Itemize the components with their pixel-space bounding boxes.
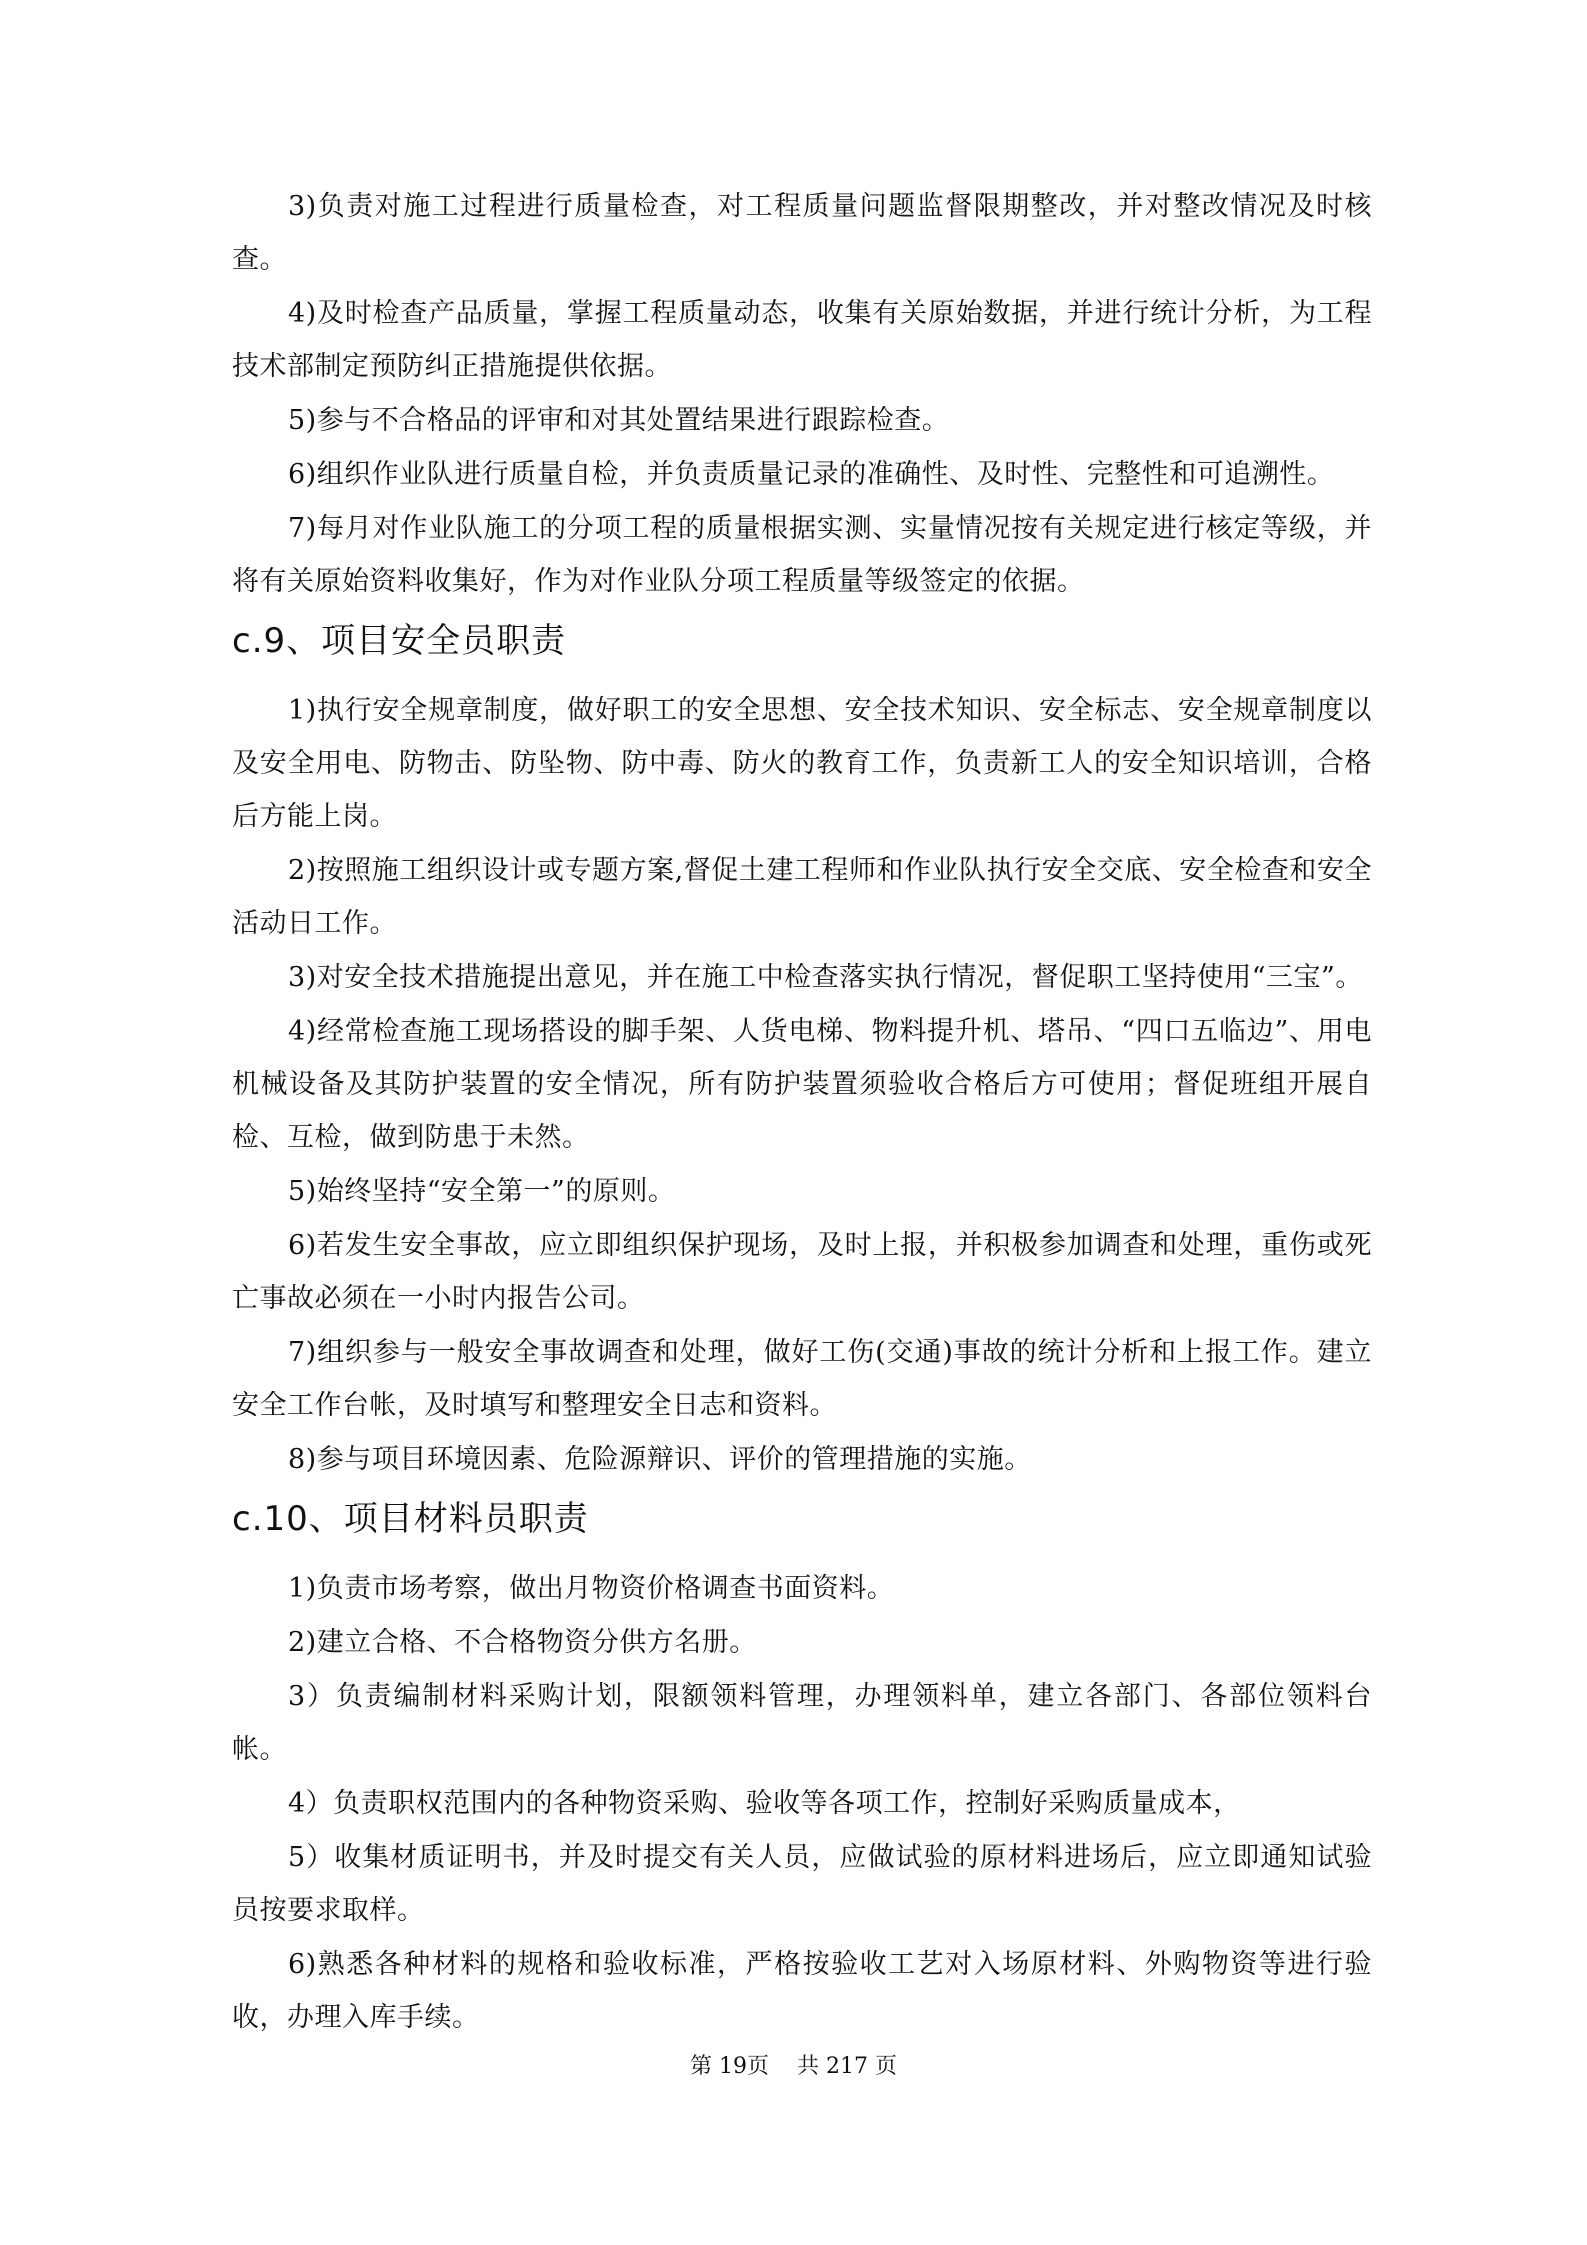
paragraph: 3)对安全技术措施提出意见，并在施工中检查落实执行情况，督促职工坚持使用“三宝”。 <box>288 962 1363 993</box>
paragraph: 5)始终坚持“安全第一”的原则。 <box>288 1176 676 1207</box>
paragraph: 4）负责职权范围内的各种物资采购、验收等各项工作，控制好采购质量成本， <box>288 1788 1241 1819</box>
paragraph: 6)熟悉各种材料的规格和验收标准，严格按验收工艺对入场原材料、外购物资等进行验收，办理入库手续。 <box>232 1949 1372 2033</box>
paragraph: 3)负责对施工过程进行质量检查，对工程质量问题监督限期整改，并对整改情况及时核查。 <box>232 191 1372 275</box>
paragraph: 6)若发生安全事故，应立即组织保护现场，及时上报，并积极参加调查和处理，重伤或死亡事故必须在一小时内报告公司。 <box>232 1230 1372 1314</box>
document-body <box>232 180 1372 2045</box>
section-c9 <box>232 610 1372 1486</box>
section-c8-continued <box>232 180 1372 608</box>
page-total: 共 217 页 <box>797 2054 897 2079</box>
paragraph: 2)按照施工组织设计或专题方案,督促土建工程师和作业队执行安全交底、安全检查和安全活动日工作。 <box>232 855 1372 939</box>
paragraph: 7)组织参与一般安全事故调查和处理，做好工伤(交通)事故的统计分析和上报工作。建立安全工作台帐，及时填写和整理安全日志和资料。 <box>232 1337 1372 1421</box>
paragraph: 5)参与不合格品的评审和对其处置结果进行跟踪检查。 <box>288 405 950 436</box>
section-c10 <box>232 1488 1372 2044</box>
section-heading: c.9、项目安全员职责 <box>232 621 567 661</box>
section-heading: c.10、项目材料员职责 <box>232 1499 589 1539</box>
paragraph: 8)参与项目环境因素、危险源辩识、评价的管理措施的实施。 <box>288 1444 1032 1475</box>
paragraph: 1)执行安全规章制度，做好职工的安全思想、安全技术知识、安全标志、安全规章制度以及安全用电、防物击、防坠物、防中毒、防火的教育工作，负责新工人的安全知识培训，合格后方能上岗。 <box>232 695 1372 832</box>
page-footer <box>0 2052 1587 2082</box>
paragraph: 3）负责编制材料采购计划，限额领料管理，办理领料单，建立各部门、各部位领料台帐。 <box>232 1681 1372 1765</box>
page-number: 第 19页 <box>690 2054 770 2079</box>
paragraph: 5）收集材质证明书，并及时提交有关人员，应做试验的原材料进场后，应立即通知试验员按要求取样。 <box>232 1842 1372 1926</box>
paragraph: 7)每月对作业队施工的分项工程的质量根据实测、实量情况按有关规定进行核定等级，并将有关原始资料收集好，作为对作业队分项工程质量等级签定的依据。 <box>232 513 1372 597</box>
paragraph: 6)组织作业队进行质量自检，并负责质量记录的准确性、及时性、完整性和可追溯性。 <box>288 459 1335 490</box>
paragraph: 1)负责市场考察，做出月物资价格调查书面资料。 <box>288 1573 895 1604</box>
paragraph: 4)及时检查产品质量，掌握工程质量动态，收集有关原始数据，并进行统计分析，为工程技术部制定预防纠正措施提供依据。 <box>232 298 1372 382</box>
paragraph: 4)经常检查施工现场搭设的脚手架、人货电梯、物料提升机、塔吊、“四口五临边”、用电机械设备及其防护装置的安全情况，所有防护装置须验收合格后方可使用；督促班组开展自检、互检，做到防患于未然。 <box>232 1016 1372 1153</box>
paragraph: 2)建立合格、不合格物资分供方名册。 <box>288 1627 757 1658</box>
